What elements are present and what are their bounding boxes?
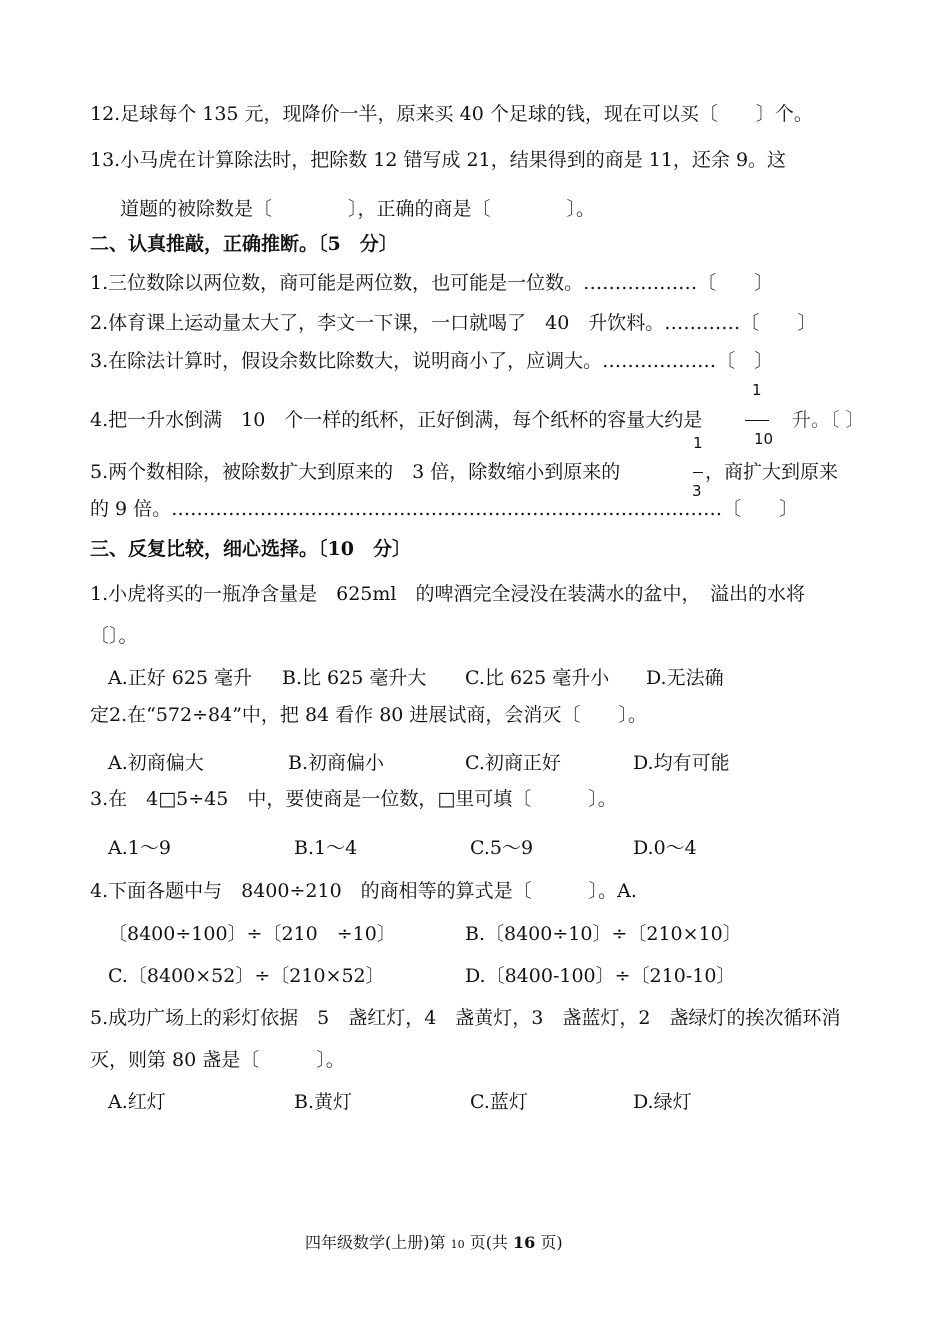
section-3-heading: 三、反复比较，细心选择。〔10 分〕 bbox=[90, 538, 411, 560]
judge-5-fraction-numerator: 1 bbox=[693, 434, 703, 452]
choice-1-option-d: D.无法确 bbox=[646, 667, 724, 689]
judge-4-fraction-denominator: 10 bbox=[754, 430, 774, 448]
choice-3-question: 3.在 4□5÷45 中，要使商是一位数，□里可填〔 〕。 bbox=[90, 788, 617, 810]
judge-4-fraction-numerator: 1 bbox=[752, 381, 762, 399]
judge-5-text: 5.两个数相除，被除数扩大到原来的 3 倍，除数缩小到原来的 bbox=[90, 461, 621, 483]
judge-4-tail: 升。〔 〕 bbox=[792, 409, 865, 431]
judge-5-tail: ，商扩大到原来 bbox=[705, 461, 839, 483]
judge-5-fraction-bar bbox=[693, 472, 703, 473]
choice-2-question: 定2.在“572÷84”中，把 84 看作 80 进展试商，会消灭〔 〕。 bbox=[90, 704, 647, 726]
choice-4-option-d: D.〔8400-100〕÷〔210-10〕 bbox=[465, 965, 736, 987]
choice-1-line2: 〔〕。 bbox=[90, 625, 138, 647]
question-13-line1: 13.小马虎在计算除法时，把除数 12 错写成 21，结果得到的商是 11，还余 9。这 bbox=[90, 149, 787, 171]
choice-2-option-a: A.初商偏大 bbox=[108, 752, 204, 774]
page-footer bbox=[305, 1230, 563, 1253]
section-2-heading: 二、认真推敲，正确推断。〔5 分〕 bbox=[90, 233, 398, 255]
judge-1: 1.三位数除以两位数，商可能是两位数，也可能是一位数。………………〔 〕 bbox=[90, 272, 774, 294]
footer-suffix: 页) bbox=[540, 1233, 563, 1252]
choice-5-option-b: B.黄灯 bbox=[294, 1091, 353, 1113]
choice-3-option-b: B.1～4 bbox=[294, 837, 358, 859]
judge-5-line2: 的 9 倍。……………………………………………………………………………〔 〕 bbox=[90, 498, 799, 520]
choice-3-option-d: D.0～4 bbox=[633, 837, 697, 859]
choice-1-option-a: A.正好 625 毫升 bbox=[108, 667, 253, 689]
judge-2: 2.体育课上运动量太大了，李文一下课，一口就喝了 40 升饮料。…………〔 〕 bbox=[90, 312, 817, 334]
judge-4-text: 4.把一升水倒满 10 个一样的纸杯，正好倒满，每个纸杯的容量大约是 bbox=[90, 409, 703, 431]
choice-1-line1: 1.小虎将买的一瓶净含量是 625ml 的啤酒完全浸没在装满水的盆中， 溢出的水将 bbox=[90, 583, 805, 605]
footer-total-pages: 16 bbox=[513, 1233, 536, 1252]
choice-1-option-c: C.比 625 毫升小 bbox=[465, 667, 610, 689]
question-12: 12.足球每个 135 元，现降价一半，原来买 40 个足球的钱，现在可以买〔 〕个。 bbox=[90, 103, 813, 125]
footer-prefix: 四年级数学(上册)第 bbox=[305, 1233, 446, 1252]
choice-4-option-a: 〔8400÷100〕÷〔210 ÷10〕 bbox=[108, 923, 396, 945]
choice-5-option-c: C.蓝灯 bbox=[470, 1091, 528, 1113]
choice-1-option-b: B.比 625 毫升大 bbox=[282, 667, 427, 689]
footer-mid: 页(共 bbox=[469, 1233, 508, 1252]
choice-4-option-b: B.〔8400÷10〕÷〔210×10〕 bbox=[465, 923, 742, 945]
judge-3: 3.在除法计算时，假设余数比除数大，说明商小了，应调大。………………〔 〕 bbox=[90, 350, 774, 372]
choice-2-option-b: B.初商偏小 bbox=[288, 752, 385, 774]
choice-4-option-c: C.〔8400×52〕÷〔210×52〕 bbox=[108, 965, 385, 987]
question-13-line2: 道题的被除数是〔 〕，正确的商是〔 〕。 bbox=[120, 198, 596, 220]
judge-5-fraction-denominator: 3 bbox=[692, 482, 702, 500]
footer-page-number: 10 bbox=[450, 1238, 465, 1251]
choice-5-line2: 灭，则第 80 盏是〔 〕。 bbox=[90, 1049, 345, 1071]
choice-3-option-a: A.1～9 bbox=[108, 837, 171, 859]
choice-2-option-c: C.初商正好 bbox=[465, 752, 561, 774]
choice-3-option-c: C.5～9 bbox=[470, 837, 534, 859]
judge-4-fraction-bar bbox=[745, 420, 769, 421]
choice-5-line1: 5.成功广场上的彩灯依据 5 盏红灯，4 盏黄灯，3 盏蓝灯，2 盏绿灯的挨次循环消 bbox=[90, 1007, 841, 1029]
choice-4-question: 4.下面各题中与 8400÷210 的商相等的算式是〔 〕。A. bbox=[90, 880, 637, 902]
choice-5-option-d: D.绿灯 bbox=[633, 1091, 692, 1113]
choice-2-option-d: D.均有可能 bbox=[633, 752, 730, 774]
choice-5-option-a: A.红灯 bbox=[108, 1091, 166, 1113]
